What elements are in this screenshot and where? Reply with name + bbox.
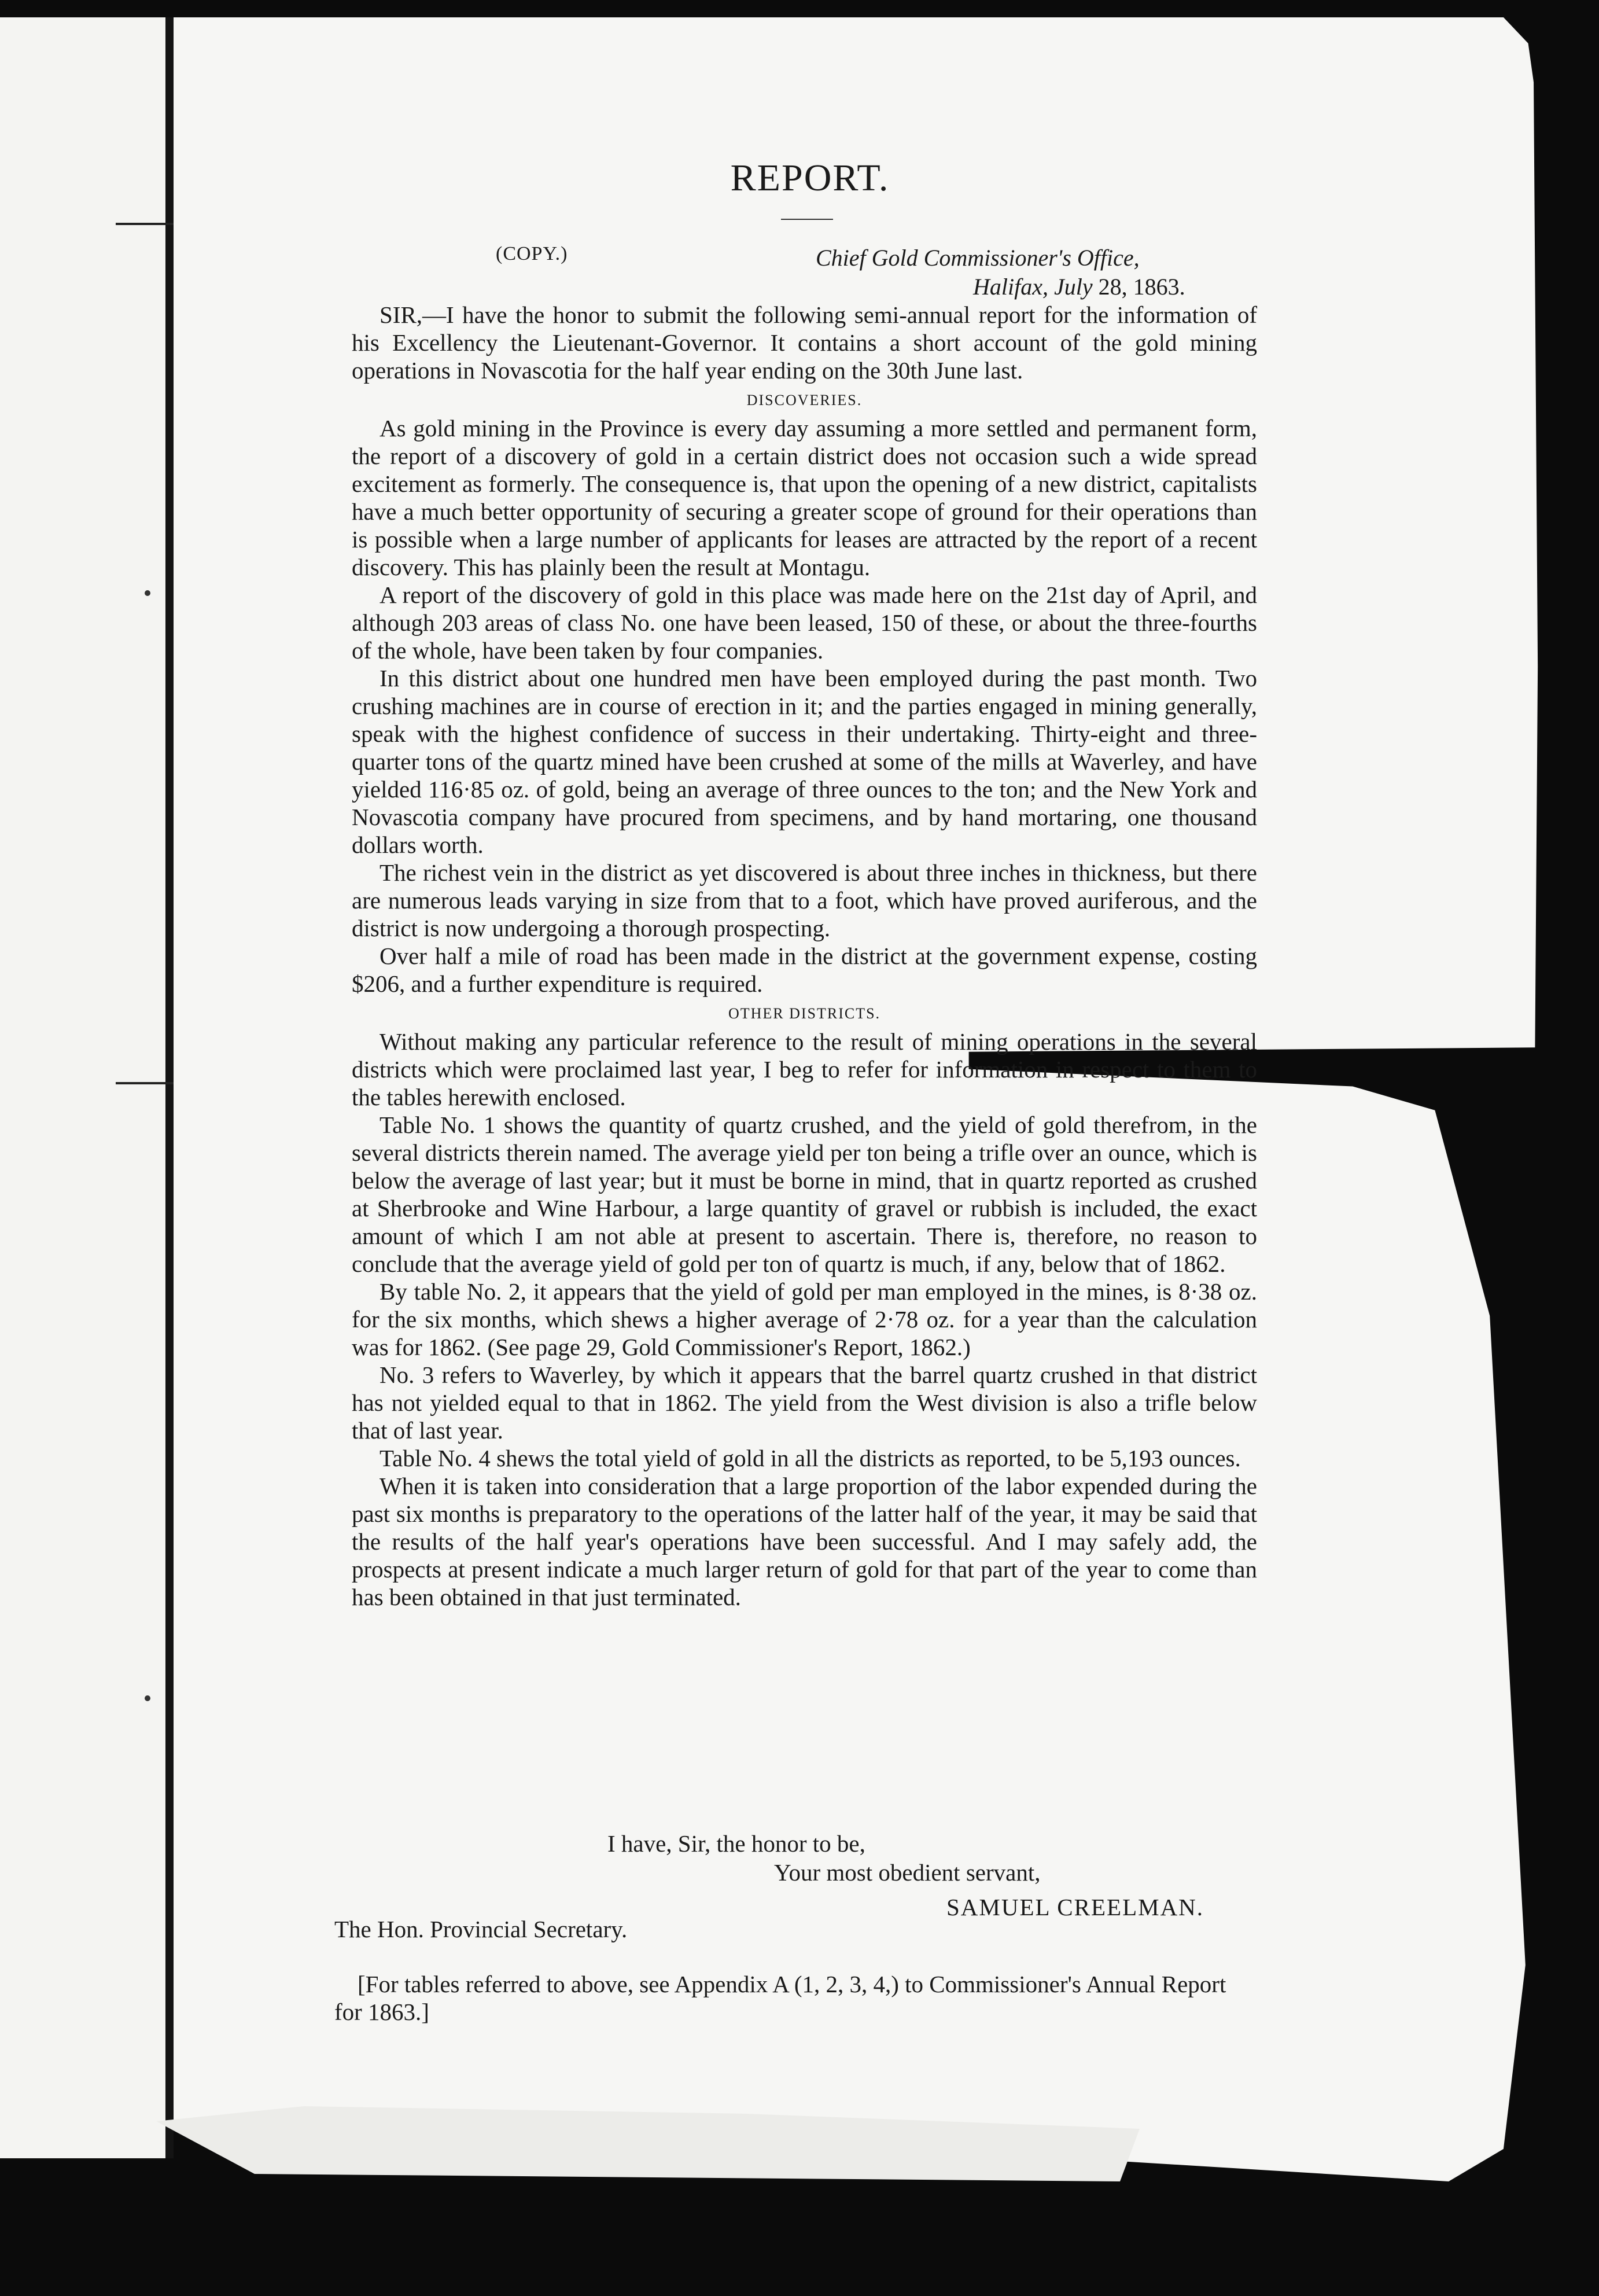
section-heading-other-districts: OTHER DISTRICTS. (728, 1005, 881, 1022)
report-title: REPORT. (730, 157, 890, 199)
paragraph: As gold mining in the Province is every day assuming a more settled and permanent form, the report of a discovery of gold in a certain district does not occasion such a wide spread excitement as formerly. The consequence is, that upon the opening of a new district, capitalists have a much better opportunity of securing a greater scope of ground for their operations than is possible when a large number of applicants for leases are attracted by the report of a recent discovery. This has plainly been the result at Montagu. (352, 415, 1257, 580)
paragraph: The richest vein in the district as yet discovered is about three inches in thickness, but there are numerous leads varying in size from that to a foot, which have proved auriferous, and the district is now undergoing a thorough prospecting. (352, 859, 1257, 941)
margin-dot (145, 1695, 150, 1701)
place-date-line (973, 273, 1185, 300)
paragraph: By table No. 2, it appears that the yield of gold per man employed in the mines, is 8·38 oz. for the six months, which shews a higher average of 2·78 oz. for a year than the calculation was for 1862. (See page 29, Gold Commissioner's Report, 1862.) (352, 1278, 1257, 1360)
place: Halifax, July (973, 274, 1093, 300)
margin-dot (145, 590, 150, 596)
office-line: Chief Gold Commissioner's Office, (816, 245, 1140, 271)
paragraph: Table No. 1 shows the quantity of quartz crushed, and the yield of gold therefrom, in the several districts therein named. The average yield per ton being a trifle over an ounce, which is below the average of last year; but it must be borne in mind, that in quartz reported as crushed at Sherbrooke and Wine Harbour, a large quantity of gravel or rubbish is included, the exact amount of which I am not able at present to ascertain. There is, therefore, no reason to conclude that the average yield of gold per ton of quartz is much, if any, below that of 1862. (352, 1112, 1257, 1277)
paragraph: A report of the discovery of gold in this place was made here on the 21st day of April, and although 203 areas of class No. one have been leased, 150 of these, or about the three-fourths of the whole, have been taken by four companies. (352, 582, 1257, 664)
date: 28, 1863. (1098, 274, 1185, 300)
addressee: The Hon. Provincial Secretary. (334, 1916, 628, 1942)
paragraph: Over half a mile of road has been made in the district at the government expense, costing $206, and a further expenditure is required. (352, 943, 1257, 997)
title-rule (781, 219, 833, 220)
salutation-paragraph: SIR,—I have the honor to submit the following semi-annual report for the information of his Excellency the Lieutenant-Governor. It contains a short account of the gold mining operations in Novascotia for the half year ending on the 30th June last. (352, 301, 1257, 384)
section-heading-discoveries: DISCOVERIES. (746, 392, 863, 409)
paragraph: When it is taken into consideration that a large proportion of the labor expended during the past six months is preparatory to the operations of the latter half of the year, it may be said that the results of the half year's operations have been successful. And I may safely add, the prospects at present indicate a much larger return of gold for that part of the year to come than has been obtained in that just terminated. (352, 1473, 1257, 1610)
facing-page (0, 17, 168, 2158)
signature: SAMUEL CREELMAN. (946, 1894, 1204, 1920)
footnote: [For tables referred to above, see Appendix A (1, 2, 3, 4,) to Commissioner's Annual Report for 1863.] (334, 1971, 1226, 2025)
paragraph: Without making any particular reference to the result of mining operations in the several districts which were proclaimed last year, I beg to refer for information in respect to them to the tables herewith enclosed. (352, 1028, 1257, 1110)
copy-label: (COPY.) (496, 243, 568, 264)
paragraph: In this district about one hundred men have been employed during the past month. Two crushing machines are in course of erection in it; and the parties engaged in mining generally, speak with the highest confidence of success in their undertaking. Thirty-eight and three-quarter tons of the quartz mined have been crushed at some of the mills at Waverley, and have yielded 116·85 oz. of gold, being an average of three ounces to the ton; and the New York and Novascotia company have procured from specimens, and by hand mortaring, one thousand dollars worth. (352, 665, 1257, 858)
closing-line-2: Your most obedient servant, (774, 1859, 1041, 1886)
paragraph: No. 3 refers to Waverley, by which it appears that the barrel quartz crushed in that district has not yielded equal to that in 1862. The yield from the West division is also a trifle below that of last year. (352, 1362, 1257, 1444)
closing-line-1: I have, Sir, the honor to be, (607, 1830, 865, 1857)
binding-crease (165, 17, 174, 2158)
paragraph: Table No. 4 shews the total yield of gold in all the districts as reported, to be 5,193 ounces. (380, 1445, 1241, 1471)
report-body (352, 301, 1257, 1611)
